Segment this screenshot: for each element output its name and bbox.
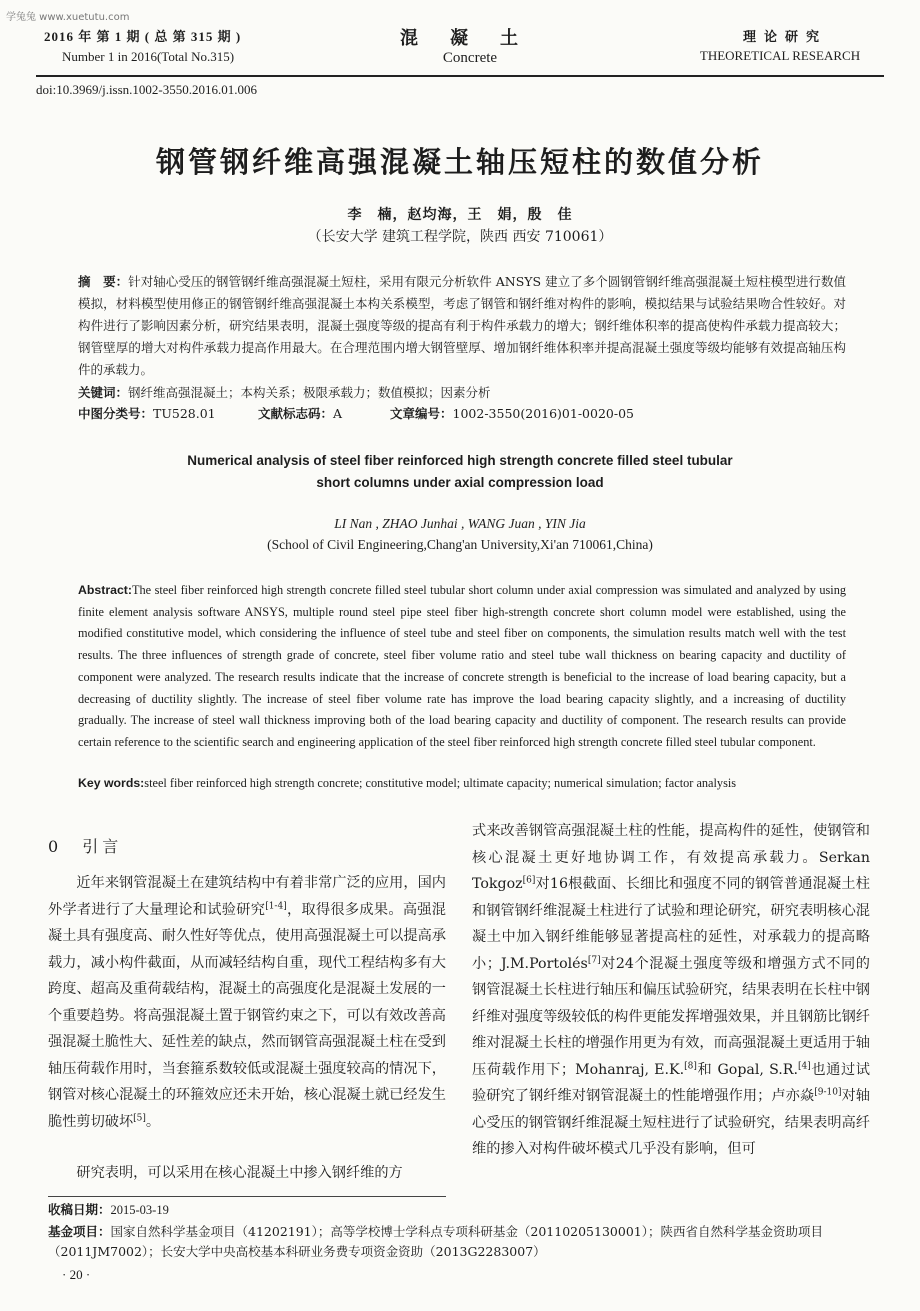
paper-title: 钢管钢纤维高强混凝土轴压短柱的数值分析: [155, 145, 764, 179]
citation[interactable]: [9-10]: [814, 1087, 842, 1098]
funding-text: 国家自然科学基金项目（41202191）；高等学校博士学科点专项科研基金（20110205130001）；陕西省自然科学基金资助项目（2011JM7002）；长安大学中央高校基本科研业务费专项资金资助（2013G2283007）: [48, 1224, 823, 1259]
authors-en: LI Nan , ZHAO Junhai , WANG Juan , YIN Jia: [334, 516, 586, 531]
affiliation-cn: （长安大学 建筑工程学院，陕西 西安 710061）: [307, 229, 613, 245]
abstract-en: [78, 580, 846, 754]
section-name-en: THEORETICAL RESEARCH: [699, 48, 861, 63]
footnote-funding: [48, 1222, 870, 1262]
section-heading: [48, 834, 122, 857]
journal-name-en: Concrete: [442, 50, 498, 66]
header-rule: [36, 75, 884, 77]
keywords-en: [78, 776, 846, 791]
paper-title-en: [0, 450, 920, 494]
keywords-cn-text: 钢纤维高强混凝土；本构关系；极限承载力；数值模拟；因素分析: [128, 385, 491, 400]
page-number: · 20 ·: [62, 1267, 91, 1282]
affiliation-en: (School of Civil Engineering,Chang'an University,Xi'an 710061,China): [267, 537, 653, 552]
received-date: 2015-03-19: [110, 1203, 169, 1217]
abstract-cn-label: 摘 要：: [78, 274, 129, 289]
abstract-cn: [78, 271, 846, 381]
citation[interactable]: [5]: [133, 1112, 146, 1123]
journal-name-cn: 混凝土: [400, 28, 550, 49]
authors-cn: 李 楠，赵均海，王 娟，殷 佳: [347, 207, 573, 223]
doi[interactable]: doi:10.3969/j.issn.1002-3550.2016.01.006: [36, 82, 258, 97]
watermark: 学兔兔 www.xuetutu.com: [6, 12, 130, 23]
body-paragraph-1: 近年来钢管混凝土在建筑结构中有着非常广泛的应用，国内外学者进行了大量理论和试验研究[1-4]，取得很多成果。高强混凝土具有强度高、耐久性好等优点，使用高强混凝土可以提高承载力，减小构件截面，从而减轻结构自重，现代工程结构多有大跨度、超高及重荷载结构，混凝土的高强度化是混凝土发展的一个重要趋势。将高强混凝土置于钢管约束之下，可以有效改善高强混凝土脆性大、延性差的缺点，然而钢管高强混凝土柱在受到轴压荷载作用时，当套箍系数较低或混凝土强度较高的情况下，钢管对核心混凝土的环箍效应还未开始，核心混凝土就已经发生脆性剪切破坏[5]。: [48, 875, 446, 1130]
section-number: 0: [48, 837, 63, 856]
keywords-cn: [78, 383, 846, 401]
citation[interactable]: [7]: [587, 954, 601, 965]
article-number: 文章编号：1002-3550(2016)01-0020-05: [390, 406, 634, 421]
paper-title-en-line1: Numerical analysis of steel fiber reinforced high strength concrete filled steel tubular: [187, 453, 733, 468]
issue-number-en: Number 1 in 2016(Total No.315): [62, 49, 235, 64]
funding-label: 基金项目：: [48, 1224, 111, 1239]
citation[interactable]: [6]: [522, 875, 536, 886]
clc-code: 中图分类号：TU528.01: [78, 406, 216, 421]
body-paragraph-right: 式来改善钢管高强混凝土柱的性能，提高构件的延性，使钢管和核心混凝土更好地协调工作，有效提高承载力。Serkan Tokgoz[6]对16根截面、长细比和强度不同的钢管普通混凝土柱和钢管钢纤维混凝土柱进行了试验和理论研究，研究表明核心混凝土中加入钢纤维能够显著提高柱的延性，对承载力的提高略小；J.M.Portolés[7]对24个混凝土强度等级和增强方式不同的钢管混凝土长柱进行轴压和偏压试验研究，结果表明在长柱中钢纤维对强度等级较低的构件更能发挥增强效果，并且钢筋比钢纤维对混凝土长柱的增强作用更为有效，而高强混凝土更适用于轴压荷载作用下；Mohanraj, E.K.[8]和 Gopal, S.R.[4]也通过试验研究了钢纤维对钢管混凝土的性能增强作用；卢亦焱[9-10]对轴心受压的钢管钢纤维混凝土短柱进行了试验研究，结果表明高纤维的掺入对构件破坏模式几乎没有影响，但可: [472, 823, 870, 1157]
citation[interactable]: [8]: [684, 1060, 697, 1071]
paper-title-en-line2: short columns under axial compression load: [316, 475, 604, 490]
keywords-en-text: steel fiber reinforced high strength concrete; constitutive model; ultimate capacity; numerical simulation; factor analysis: [144, 776, 737, 790]
abstract-cn-text: 针对轴心受压的钢管钢纤维高强混凝土短柱，采用有限元分析软件 ANSYS 建立了多个圆钢管钢纤维高强混凝土短柱模型进行数值模拟，材料模型使用修正的钢管钢纤维高强混凝土本构关系模型，考虑了钢管和钢纤维对构件的影响，模拟结果与试验结果吻合性较好。对构件进行了影响因素分析，研究结果表明，混凝土强度等级的提高有利于构件承载力的增大；钢纤维体积率的提高使构件承载力提高较大；钢管壁厚的增大对构件承载力提高作用最大。在合理范围内增大钢管壁厚、增加钢纤维体积率并提高混凝土强度等级均能够有效提高轴压构件的承载力。: [78, 274, 846, 377]
keywords-en-label: Key words:: [78, 776, 145, 790]
document-code: 文献标志码：A: [258, 406, 343, 421]
citation[interactable]: [1-4]: [265, 900, 287, 911]
footnote-received: [48, 1200, 870, 1220]
section-title: 引言: [82, 837, 123, 856]
keywords-cn-label: 关键词：: [78, 385, 129, 400]
received-label: 收稿日期：: [48, 1202, 111, 1217]
abstract-en-label: Abstract:: [78, 583, 132, 597]
abstract-en-text: The steel fiber reinforced high strength concrete filled steel tubular short column under axial compression was simulated and analyzed by using finite element analysis software ANSYS, multiple round steel pipe steel fiber high-strength concrete short column model were established, using the modified constitutive model, which considering the influence of steel tube and steel fiber on components, the simulation results match well with the test results. The three influences of strength grade of concrete, steel fiber volume ratio and steel tube wall thickness on bearing capacity and ductility of component were analyzed. The research results indicate that the increase of concrete strength is beneficial to the increase of load bearing capacity, but a decreasing of ductility slightly. The increase of steel fiber volume rate has improve the load bearing capacity slightly, and a increasing of ductility gradually. The increase of steel wall thickness improving both of the load bearing capacity and ductility of component. The research results can provide certain reference to the scientific search and engineering application of the steel fiber reinforced high strength concrete filled steel tubular component.: [78, 583, 846, 749]
section-name-cn: 理论研究: [742, 30, 827, 45]
footnote-rule: [48, 1196, 446, 1197]
body-paragraph-2: 研究表明，可以采用在核心混凝土中掺入钢纤维的方: [76, 1165, 403, 1181]
citation[interactable]: [4]: [797, 1060, 811, 1071]
issue-number-cn: 2016 年 第 1 期 ( 总 第 315 期 ): [44, 29, 242, 44]
